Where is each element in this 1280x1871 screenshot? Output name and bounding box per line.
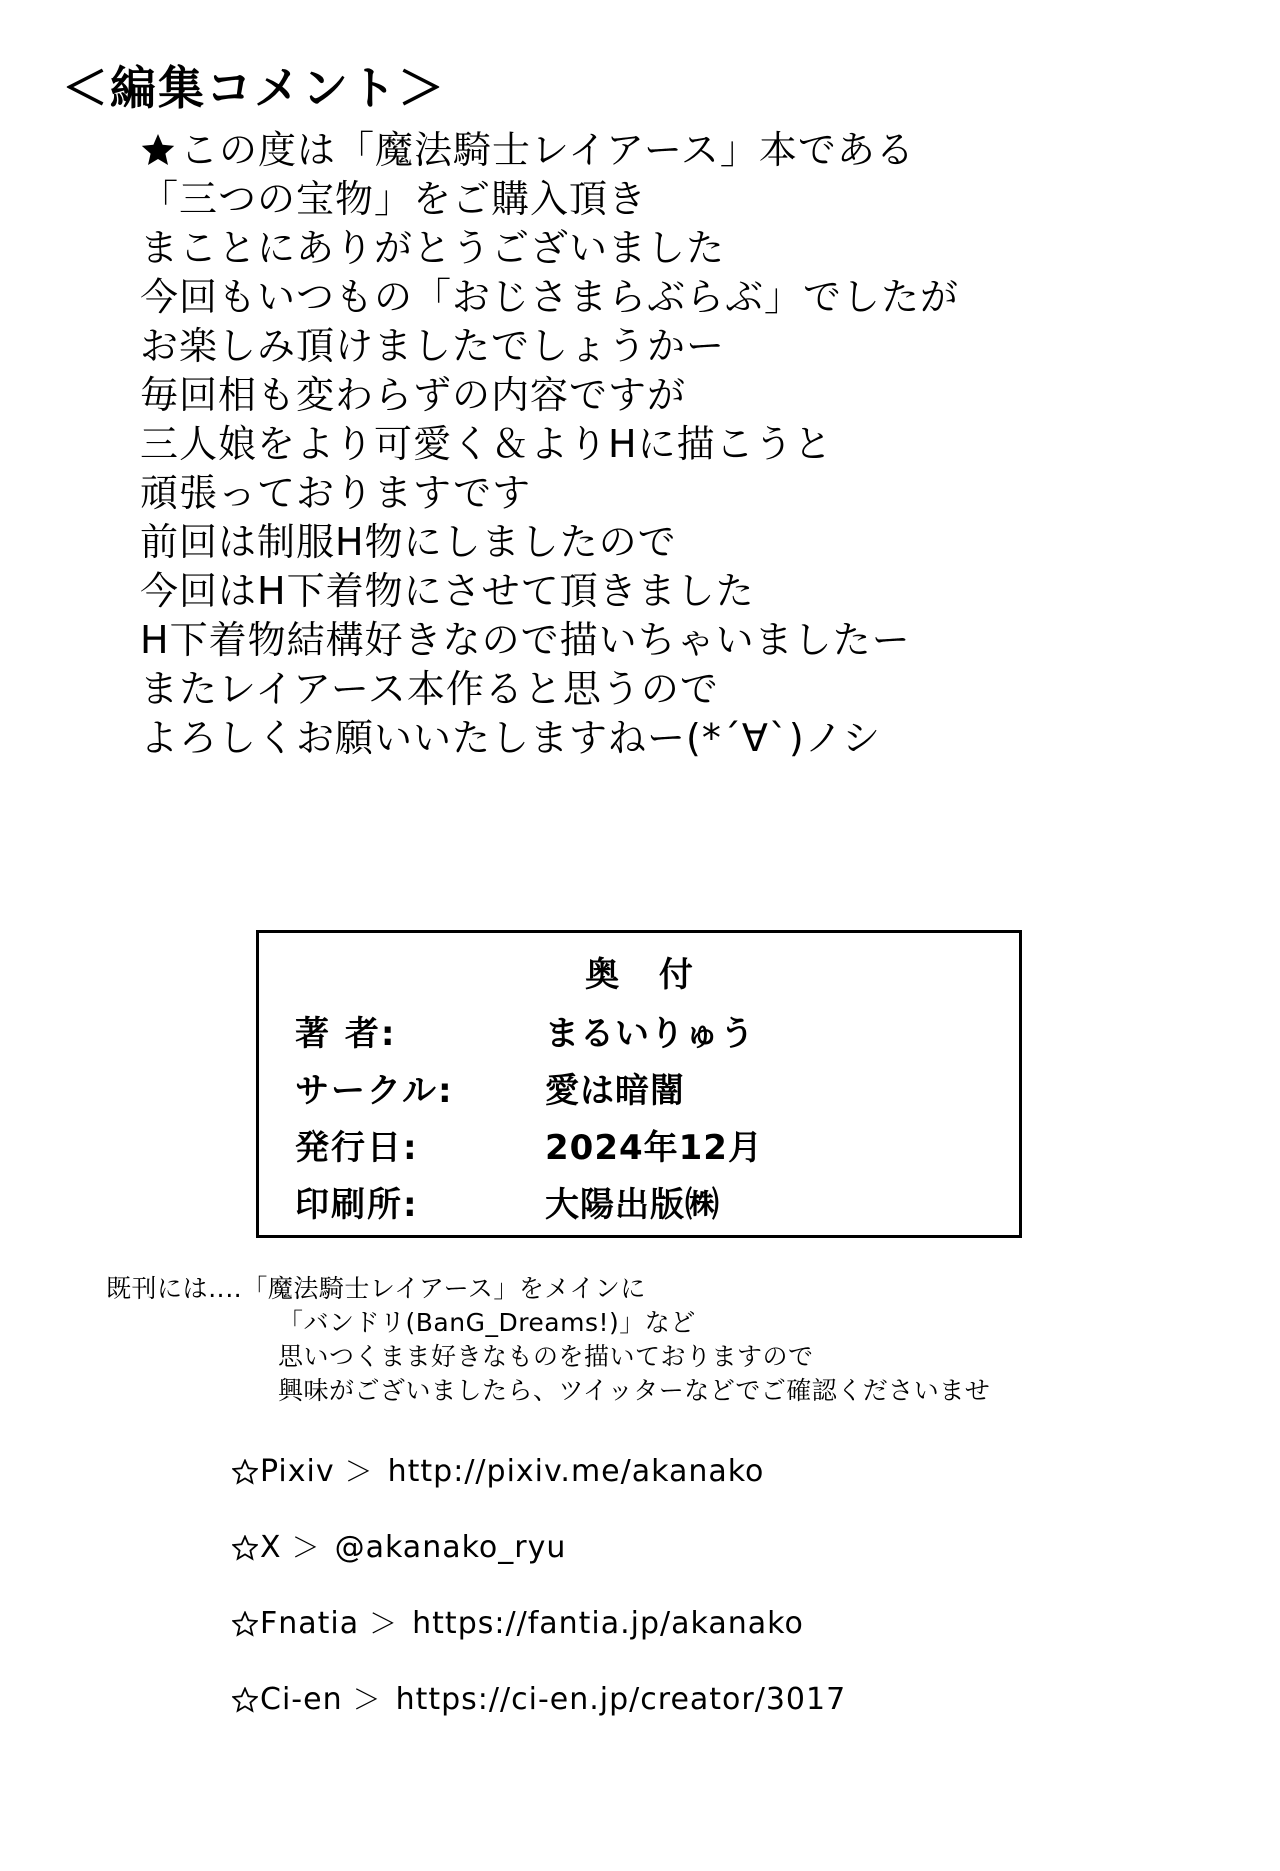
link-url[interactable]: https://fantia.jp/akanako [412, 1606, 804, 1641]
link-row-cien[interactable] [232, 1662, 846, 1738]
link-row-x[interactable] [232, 1510, 846, 1586]
link-url[interactable]: @akanako_ryu [334, 1530, 567, 1565]
star-outline-icon [232, 1611, 258, 1637]
colophon-row [295, 1006, 1019, 1063]
comment-line: よろしくお願いいたしますねー(*´∀`)ノシ [140, 716, 882, 760]
link-separator: ＞ [344, 1455, 374, 1488]
note-line: 思いつくまま好きなものを描いておりますので [278, 1342, 814, 1371]
comment-line: 今回はH下着物にさせて頂きました [140, 569, 755, 613]
star-outline-icon [232, 1459, 258, 1485]
colophon-label: 著 者: [295, 1014, 397, 1054]
link-label: Ci-en [260, 1682, 343, 1717]
comment-line: まことにありがとうございました [140, 226, 726, 270]
link-label: Fnatia [260, 1606, 360, 1641]
comment-line: またレイアース本作ると思うので [140, 667, 719, 711]
editor-comment-block [140, 126, 1200, 763]
social-links [232, 1434, 846, 1738]
colophon-value: 2024年12月 [545, 1128, 763, 1168]
colophon-label: 印刷所: [295, 1185, 419, 1225]
comment-line: 頑張っておりますです [140, 471, 532, 515]
link-label: Pixiv [260, 1454, 335, 1489]
link-row-pixiv[interactable] [232, 1434, 846, 1510]
note-line: 興味がございましたら、ツイッターなどでご確認くださいませ [278, 1376, 991, 1405]
colophon-row [295, 1120, 1019, 1177]
link-separator: ＞ [291, 1531, 321, 1564]
star-icon [140, 132, 176, 168]
colophon-title: 奥 付 [585, 955, 707, 995]
colophon-rows [259, 1006, 1019, 1234]
colophon-label: 発行日: [295, 1128, 419, 1168]
colophon-value: 愛は暗闇 [545, 1071, 685, 1111]
comment-line: 三人娘をより可愛く＆よりHに描こうと [140, 422, 833, 466]
link-separator: ＞ [369, 1607, 399, 1640]
comment-line: 「三つの宝物」をご購入頂き [140, 177, 648, 221]
link-url[interactable]: http://pixiv.me/akanako [387, 1454, 765, 1489]
colophon-row [295, 1177, 1019, 1234]
star-outline-icon [232, 1687, 258, 1713]
comment-line [140, 126, 1200, 175]
comment-line: 今回もいつもの「おじさまらぶらぶ」でしたが [140, 275, 960, 319]
colophon-box [256, 930, 1022, 1238]
link-url[interactable]: https://ci-en.jp/creator/3017 [395, 1682, 847, 1717]
comment-line: H下着物結構好きなので描いちゃいましたー [140, 618, 911, 662]
comment-line: 毎回相も変わらずの内容ですが [140, 373, 687, 417]
colophon-label: サークル: [295, 1071, 454, 1111]
link-separator: ＞ [352, 1683, 382, 1716]
page-title: ＜編集コメント＞ [62, 61, 446, 115]
comment-line: お楽しみ頂けましたでしょうかー [140, 324, 726, 368]
star-outline-icon [232, 1535, 258, 1561]
colophon-value: 大陽出版㈱ [545, 1185, 720, 1225]
note-line: 既刊には‥‥「魔法騎士レイアース」をメインに [106, 1274, 646, 1303]
colophon-row [295, 1063, 1019, 1120]
link-row-fantia[interactable] [232, 1586, 846, 1662]
link-label: X [260, 1530, 282, 1565]
note-line: 「バンドリ(BanG_Dreams!)」など [278, 1308, 696, 1337]
colophon-value: まるいりゅう [545, 1014, 755, 1054]
previous-works-note [106, 1272, 1186, 1408]
comment-text: この度は「魔法騎士レイアース」本である [180, 128, 915, 172]
comment-line: 前回は制服H物にしましたので [140, 520, 677, 564]
